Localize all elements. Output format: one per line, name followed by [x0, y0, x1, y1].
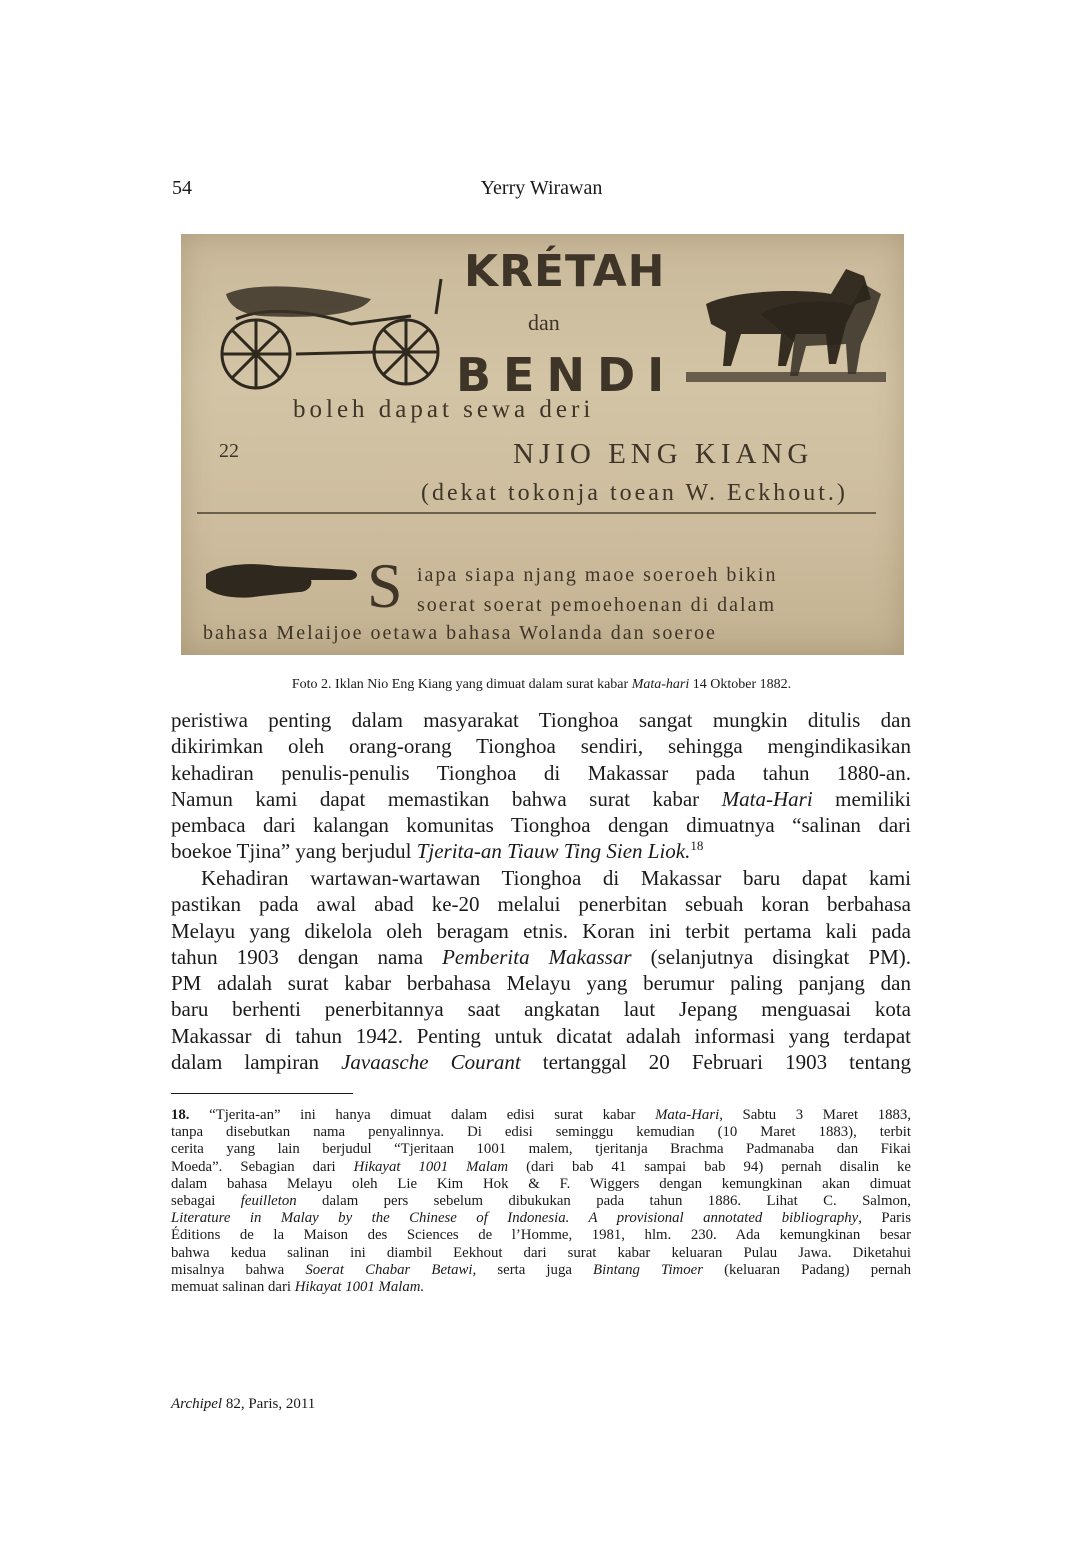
- text-line: pastikan pada awal abad ke-20 melalui penerbitan sebuah koran berbahasa: [171, 892, 911, 917]
- footnote-rule: [171, 1093, 353, 1094]
- footnote-line: Éditions de la Maison des Sciences de l’Homme, 1981, hlm. 230. Ada kemungkinan besar: [171, 1227, 911, 1244]
- text-line: Melayu yang dikelola oleh beragam etnis. Koran ini terbit pertama kali pada: [171, 918, 911, 943]
- horses-illustration: [686, 254, 886, 404]
- ad-title-kretah: KRÉTAH: [464, 246, 666, 297]
- ad-dropcap: S: [367, 550, 403, 621]
- pointing-hand-icon: [201, 556, 361, 606]
- figure-caption: Foto 2. Iklan Nio Eng Kiang yang dimuat dalam surat kabar Mata-hari 14 Oktober 1882.: [291, 677, 792, 692]
- text-line: Kehadiran wartawan-wartawan Tionghoa di Makassar baru dapat kami: [201, 866, 911, 890]
- text-line: tahun 1903 dengan nama Pemberita Makassar (selanjutnya disingkat PM).: [171, 944, 911, 969]
- footnote-number: 18.: [171, 1107, 190, 1123]
- text-line: boekoe Tjina” yang berjudul Tjerita-an Tiauw Ting Sien Liok.$^{18}$: [171, 838, 704, 864]
- ad-notice-line-3: bahasa Melaijoe oetawa bahasa Wolanda dan soeroe: [203, 622, 717, 644]
- text-line: peristiwa penting dalam masyarakat Tionghoa sangat mungkin ditulis dan: [171, 708, 911, 732]
- text-line: dikirimkan oleh orang-orang Tionghoa sendiri, sehingga mengindikasikan: [171, 734, 911, 759]
- page-footer: Archipel 82, Paris, 2011: [171, 1396, 316, 1412]
- page-number: 54: [172, 177, 192, 199]
- ad-divider: [197, 512, 876, 514]
- footnote-line: cerita yang lain berjudul “Tjeritaan 1001 malem, tjeritanja Brachma Padmanaba dan Fikai: [171, 1141, 911, 1158]
- text-line: dalam lampiran Javaasche Courant tertanggal 20 Februari 1903 tentang: [171, 1050, 911, 1075]
- body-paragraph-1: [171, 707, 911, 865]
- ad-number: 22: [219, 440, 239, 462]
- ad-title-bendi: BENDI: [456, 348, 677, 402]
- text-line: kehadiran penulis-penulis Tionghoa di Makassar pada tahun 1880-an.: [171, 760, 911, 785]
- text-line: Namun kami dapat memastikan bahwa surat kabar Mata-Hari memiliki: [171, 786, 912, 811]
- footnote-line: tanpa disebutkan nama penyalinnya. Di edisi seminggu kemudian (10 Maret 1883), terbit: [171, 1124, 911, 1141]
- ad-notice-line-1: iapa siapa njang maoe soeroeh bikin: [417, 564, 778, 586]
- footnote-line: misalnya bahwa Soerat Chabar Betawi, serta juga Bintang Timoer (keluaran Padang) pernah: [171, 1261, 911, 1278]
- ad-address: (dekat tokonja toean W. Eckhout.): [421, 480, 848, 506]
- ad-title-dan: dan: [528, 310, 560, 335]
- footnote-ref[interactable]: 18: [690, 838, 704, 854]
- footnote-line: Moeda”. Sebagian dari Hikayat 1001 Malam (dari bab 41 sampai bab 94) pernah disalin ke: [171, 1158, 911, 1175]
- ad-notice-line-2: soerat soerat pemoehoenan di dalam: [417, 594, 776, 616]
- body-paragraph-2: [171, 865, 911, 1075]
- ad-rental-line: boleh dapat sewa deri: [293, 396, 595, 423]
- text-line: Makassar di tahun 1942. Penting untuk dicatat adalah informasi yang terdapat: [171, 1023, 911, 1048]
- footnote-line: 18. “Tjerita-an” ini hanya dimuat dalam edisi surat kabar Mata-Hari, Sabtu 3 Maret 1883,: [171, 1107, 911, 1123]
- running-head: Yerry Wirawan: [480, 177, 603, 199]
- footnote-18: [171, 1107, 911, 1296]
- footnote-line: Literature in Malay by the Chinese of Indonesia. A provisional annotated bibliography, Paris: [171, 1210, 911, 1227]
- text-line: pembaca dari kalangan komunitas Tionghoa dengan dimuatnya “salinan dari: [171, 813, 911, 838]
- footnote-line: sebagai feuilleton dalam pers sebelum dibukukan pada tahun 1886. Lihat C. Salmon,: [171, 1192, 911, 1209]
- ad-owner-name: NJIO ENG KIANG: [513, 438, 814, 470]
- carriage-illustration: [201, 274, 461, 394]
- text-line: baru berhenti penerbitannya saat angkatan laut Jepang menguasai kota: [171, 997, 911, 1022]
- footnote-line: memuat salinan dari Hikayat 1001 Malam.: [171, 1278, 425, 1295]
- newspaper-ad-photo: [181, 234, 904, 655]
- text-line: PM adalah surat kabar berbahasa Melayu yang berumur paling panjang dan: [171, 971, 911, 996]
- footnote-line: bahwa kedua salinan ini diambil Eekhout dari surat kabar keluaran Pulau Jawa. Diketahui: [171, 1244, 911, 1261]
- footnote-line: dalam bahasa Melayu oleh Lie Kim Hok & F. Wiggers dengan kemungkinan akan dimuat: [171, 1175, 911, 1192]
